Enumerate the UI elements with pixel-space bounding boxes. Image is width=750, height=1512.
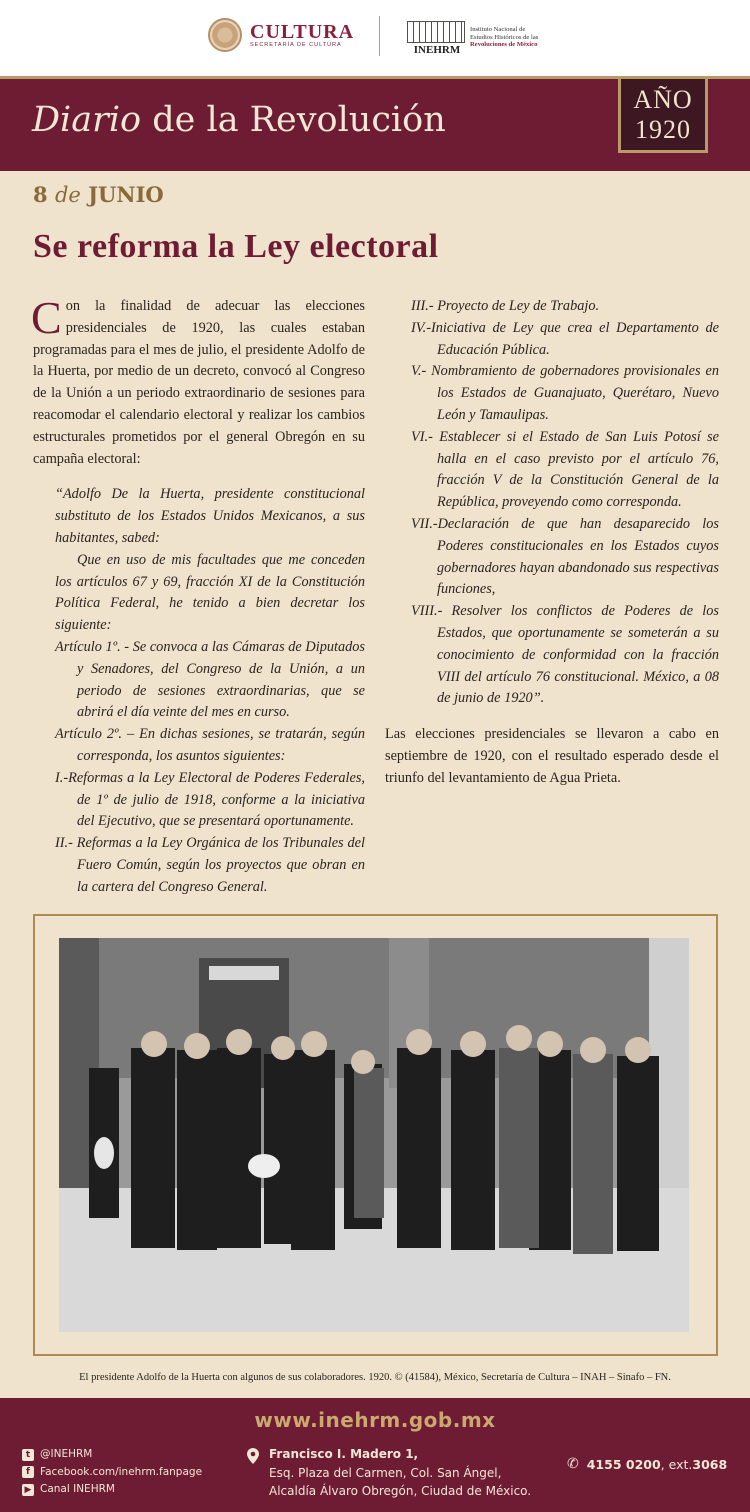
building-icon (407, 21, 465, 56)
social-links (22, 1446, 202, 1499)
photo-caption: El presidente Adolfo de la Huerta con algunos de sus colaboradores. 1920. © (41584), México, Secretaría de Cultura – INAH – Sinafo – FN. (79, 1372, 671, 1383)
cultura-logo-title: CULTURA (250, 21, 355, 43)
decree-article-1: Artículo 1º. - Se convoca a las Cámaras de Diputados y Senadores, del Congreso de la Unión, a un periodo de sesiones extraordinarias, que se abrirá el día veinte del mes en curso. (55, 638, 365, 721)
youtube-icon: ▶ (22, 1484, 34, 1496)
group-portrait-illustration (59, 938, 689, 1332)
decree-article-2: Artículo 2º. – En dichas sesiones, se tratarán, según corresponda, los asuntos siguientes: (55, 726, 365, 764)
decree-item: VI.- Establecer si el Estado de San Luis Potosí se halla en el caso previsto por el artículo 76, fracción V de la Constitución General de la República, proveyendo como corresponda. (411, 428, 719, 511)
decree-item: IV.-Iniciativa de Ley que crea el Departamento de Educación Pública. (411, 319, 719, 358)
eagle-seal-icon (208, 18, 242, 52)
date-month: JUNIO (88, 182, 164, 207)
twitter-icon: t (22, 1449, 34, 1461)
inehrm-wordmark: INEHRM (413, 44, 461, 56)
phone-contact[interactable] (567, 1456, 727, 1472)
inehrm-logo[interactable] (407, 21, 539, 56)
decree-quote (33, 484, 365, 637)
youtube-link[interactable] (22, 1481, 202, 1499)
decree-item: V.- Nombramiento de gobernadores provisionales en los Estados de Guanajuato, Querétaro, Nuevo León y Tamaulipas. (411, 363, 719, 423)
article-column-right (385, 296, 719, 790)
address-block (249, 1445, 531, 1501)
decree-opening: “Adolfo De la Huerta, presidente constitucional substituto de los Estados Unidos Mexicanos, a sus habitantes, sabed: (55, 486, 365, 546)
facebook-icon: f (22, 1466, 34, 1478)
phone-ext-label: , ext. (660, 1456, 693, 1472)
closing-paragraph: Las elecciones presidenciales se llevaron a cabo en septiembre de 1920, con el resultado esperado desde el triunfo del levantamiento de Agua Prieta. (385, 726, 719, 786)
decree-item: VII.-Declaración de que han desaparecido los Poderes constitucionales en los Estados cuyos gobernadores hayan abandonado sus respectivas funciones, (411, 515, 719, 598)
article-column-left (31, 292, 365, 899)
drop-cap: C (31, 292, 62, 343)
intro-text: on la finalidad de adecuar las elecciones presidenciales de 1920, las cuales estaban programadas para el mes de julio, el presidente Adolfo de la Huerta, por medio de un decreto, convocó al Congreso de la Unión a un periodo extraordinario de sesiones para reacomodar el calendario electoral y realizar los cambios estructurales prometidos por el general Obregón en su campaña electoral: (33, 298, 365, 467)
phone-icon: ✆ (567, 1456, 579, 1472)
inehrm-line-2: Estudios Históricos de las (470, 33, 539, 41)
twitter-link[interactable] (22, 1446, 202, 1464)
youtube-channel: Canal INEHRM (40, 1483, 115, 1495)
footer (0, 1398, 750, 1512)
logo-divider (379, 16, 380, 56)
intro-paragraph (31, 292, 365, 470)
twitter-handle: @INEHRM (40, 1448, 93, 1460)
top-logo-bar (0, 0, 750, 76)
year-label: AÑO (633, 85, 693, 114)
website-link[interactable]: www.inehrm.gob.mx (254, 1408, 496, 1432)
article-headline: Se reforma la Ley electoral (33, 228, 439, 265)
decree-body: Que en uso de mis facultades que me conceden los artículos 67 y 69, fracción XI de la Constitución Política Federal, he tenido a bien decretar los siguiente: (55, 551, 365, 634)
address-street: Francisco I. Madero 1, (269, 1447, 419, 1461)
cultura-logo[interactable] (208, 18, 354, 52)
publication-title-italic: Diario (32, 100, 142, 140)
year-badge (618, 79, 708, 153)
historical-photo (59, 938, 689, 1332)
date-day: 8 (33, 182, 48, 207)
decree-item: III.- Proyecto de Ley de Trabajo. (411, 298, 600, 314)
decree-item: I.-Reformas a la Ley Electoral de Poderes Federales, de 1º de julio de 1918, conforme a la iniciativa del Ejecutivo, que se presentará oportunamente. (55, 769, 365, 830)
date-de: de (54, 183, 81, 207)
inehrm-line-3: Revoluciones de México (470, 41, 538, 48)
decree-item: VIII.- Resolver los conflictos de Poderes de los Estados, que oportunamente se someterán a su conocimiento de conformidad con la fracción VIII del artículo 76 constitucional. México, a 08 de junio de 1920”. (411, 603, 719, 707)
phone-extension: 3068 (692, 1456, 728, 1472)
facebook-link[interactable] (22, 1464, 202, 1482)
address-line-2: Esq. Plaza del Carmen, Col. San Ángel, (269, 1465, 502, 1480)
publication-title (32, 100, 446, 140)
cultura-logo-subtitle: SECRETARÍA DE CULTURA (250, 42, 342, 48)
decree-item: II.- Reformas a la Ley Orgánica de los Tribunales del Fuero Común, según los proyectos que obran en la cartera del Congreso General. (55, 835, 365, 895)
facebook-url: Facebook.com/inehrm.fanpage (40, 1465, 203, 1478)
phone-number: 4155 0200 (586, 1456, 661, 1472)
inehrm-line-1: Instituto Nacional de (470, 26, 526, 33)
year-value: 1920 (635, 115, 691, 144)
location-pin-icon (247, 1448, 259, 1464)
article-date (33, 182, 164, 207)
address-line-3: Alcaldía Álvaro Obregón, Ciudad de México. (269, 1484, 532, 1498)
publication-title-rest: de la Revolución (141, 100, 446, 140)
